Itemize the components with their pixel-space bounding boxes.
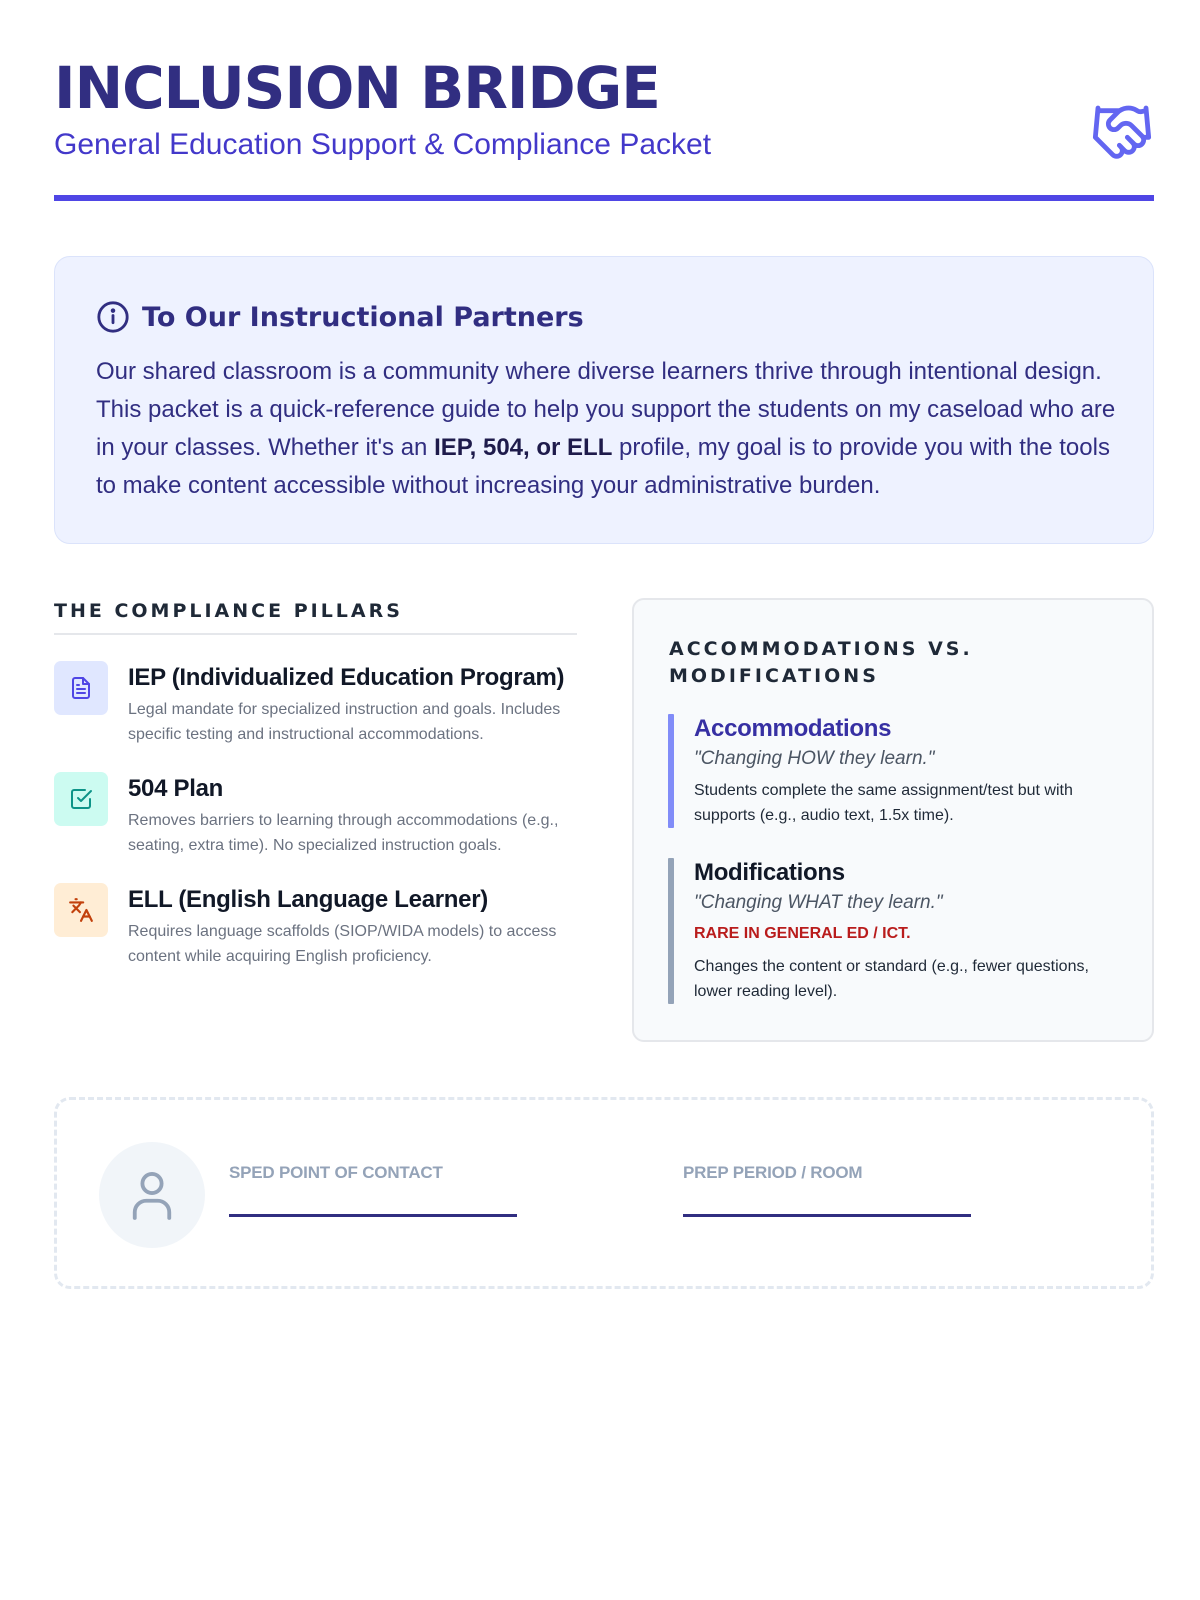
pillar-title: ELL (English Language Learner) <box>128 886 488 913</box>
pillars-divider <box>54 633 577 635</box>
partner-note-card <box>54 256 1154 544</box>
partner-note-emphasis: IEP, 504, or ELL <box>434 434 613 461</box>
modifications-quote: "Changing WHAT they learn." <box>694 892 943 913</box>
handshake-icon <box>1090 100 1154 164</box>
pillar-ell-text <box>128 885 588 969</box>
accommodations-description: Students complete the same assignment/test but with supports (e.g., audio text, 1.5x time). <box>694 782 1073 824</box>
prep-period-label: PREP PERIOD / ROOM <box>683 1163 863 1182</box>
prep-period-line[interactable] <box>683 1214 971 1217</box>
accommodations-vs-modifications-card <box>632 598 1154 1042</box>
modifications-accent-bar <box>668 858 674 1004</box>
pillar-description: Removes barriers to learning through accommodations (e.g., seating, extra time). No specialized instruction goals. <box>128 812 559 854</box>
accommodations-title: Accommodations <box>694 715 892 742</box>
sped-contact-field[interactable] <box>229 1162 529 1217</box>
sped-contact-line[interactable] <box>229 1214 517 1217</box>
page-title: INCLUSION BRIDGE <box>54 54 660 122</box>
page-subtitle: General Education Support & Compliance Packet <box>54 128 712 161</box>
prep-period-field[interactable] <box>683 1162 983 1217</box>
pillar-iep-text <box>128 663 588 747</box>
pillar-description: Legal mandate for specialized instruction and goals. Includes specific testing and instructional accommodations. <box>128 701 561 743</box>
document-icon <box>54 661 108 715</box>
translate-icon <box>54 883 108 937</box>
compliance-pillars <box>54 598 577 965</box>
sped-contact-label: SPED POINT OF CONTACT <box>229 1163 443 1182</box>
pillar-description: Requires language scaffolds (SIOP/WIDA models) to access content while acquiring English proficiency. <box>128 923 557 965</box>
checkbox-icon <box>54 772 108 826</box>
avatar <box>99 1142 205 1248</box>
partner-note-header <box>96 299 584 335</box>
partner-note-title: To Our Instructional Partners <box>142 301 584 333</box>
accommodations-accent-bar <box>668 714 674 828</box>
pillars-heading: THE COMPLIANCE PILLARS <box>54 600 403 622</box>
contact-card <box>54 1097 1154 1289</box>
accommodations-quote: "Changing HOW they learn." <box>694 748 935 769</box>
user-icon <box>129 1170 175 1220</box>
accommodations-block <box>668 714 1118 828</box>
partner-note-text-end: profile, my goal is to provide you with the tools to make content accessible without increasing your administrative burden. <box>96 434 1110 499</box>
info-icon <box>96 300 130 334</box>
pillar-title: IEP (Individualized Education Program) <box>128 664 565 691</box>
modifications-description: Changes the content or standard (e.g., fewer questions, lower reading level). <box>694 958 1089 1000</box>
pillar-504-text <box>128 774 588 858</box>
comparison-heading: ACCOMMODATIONS VS. MODIFICATIONS <box>669 638 973 687</box>
packet-header <box>54 52 1154 202</box>
pillar-title: 504 Plan <box>128 775 223 802</box>
header-divider <box>54 195 1154 201</box>
modifications-warning: RARE IN GENERAL ED / ICT. <box>694 925 911 942</box>
modifications-block <box>668 858 1118 1004</box>
partner-note-body <box>96 353 1116 505</box>
modifications-title: Modifications <box>694 859 845 886</box>
partner-note-text-start: Our shared classroom is a community where diverse learners thrive through intentional design. This packet is a quick-reference guide to help you support the students on my caseload who are in your classes. Whether it's an <box>96 358 1116 461</box>
